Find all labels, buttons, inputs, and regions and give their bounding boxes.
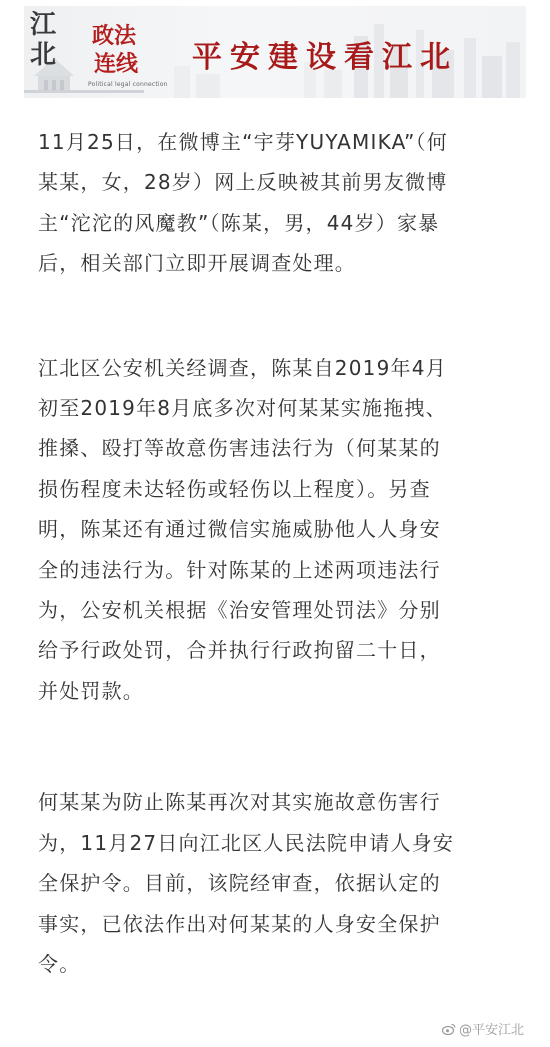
text-line: 损伤程度未达轻伤或轻伤以上程度）。另查: [38, 476, 431, 501]
logo-char-1: 江: [30, 10, 57, 40]
banner-title: 平安建设看江北: [192, 40, 458, 75]
text-line: 某某，女，28岁）网上反映被其前男友微博: [38, 170, 448, 195]
weibo-watermark: [442, 1019, 524, 1038]
text-line: 后，相关部门立即开展调查处理。: [38, 251, 356, 276]
text-line: 全的违法行为。针对陈某的上述两项违法行: [38, 557, 441, 582]
text-line: 主“沱沱的风魔教”（陈某，男，44岁）家暴: [38, 210, 440, 235]
text-line: 推搡、殴打等故意伤害违法行为（何某某的: [38, 436, 441, 461]
text-line: 事实，已依法作出对何某某的人身安全保护: [38, 911, 441, 936]
text-line: 为，11月27日向江北区人民法院申请人身安: [38, 830, 455, 855]
text-line: 全保护令。目前，该院经审查，依据认定的: [38, 871, 441, 896]
text-line: 何某某为防止陈某再次对其实施故意伤害行: [38, 790, 441, 815]
paragraph-spacer: [38, 711, 520, 782]
text-line: 给予行政处罚，合并执行行政拘留二十日，: [38, 638, 441, 663]
text-line: 令。: [38, 951, 81, 976]
article-body: [38, 122, 520, 984]
header-banner: [24, 6, 526, 98]
text-line: 明，陈某还有通过微信实施威胁他人人身安: [38, 517, 441, 542]
logo-char-2: 北: [30, 40, 57, 70]
paragraph-3: [38, 782, 520, 984]
logo-red-line-1: 政法: [92, 23, 137, 49]
logo-red-text: [92, 22, 138, 78]
paragraph-2: [38, 348, 520, 712]
text-line: 江北区公安机关经调查，陈某自2019年4月: [38, 355, 447, 380]
paragraph-1: [38, 122, 520, 284]
weibo-icon: [442, 1023, 456, 1035]
text-line: 11月25日，在微博主“宇芽YUYAMIKA”（何: [38, 130, 448, 154]
text-line: 为，公安机关根据《治安管理处罚法》分别: [38, 598, 441, 623]
logo-calligraphy: [30, 10, 100, 70]
logo-red-line-2: 连线: [94, 51, 139, 77]
paragraph-spacer: [38, 284, 520, 348]
text-line: 并处罚款。: [38, 678, 144, 703]
logo-english-caption: Political legal connection: [88, 81, 168, 88]
watermark-text: @平安江北: [459, 1023, 525, 1038]
text-line: 初至2019年8月底多次对何某某实施拖拽、: [38, 396, 447, 421]
